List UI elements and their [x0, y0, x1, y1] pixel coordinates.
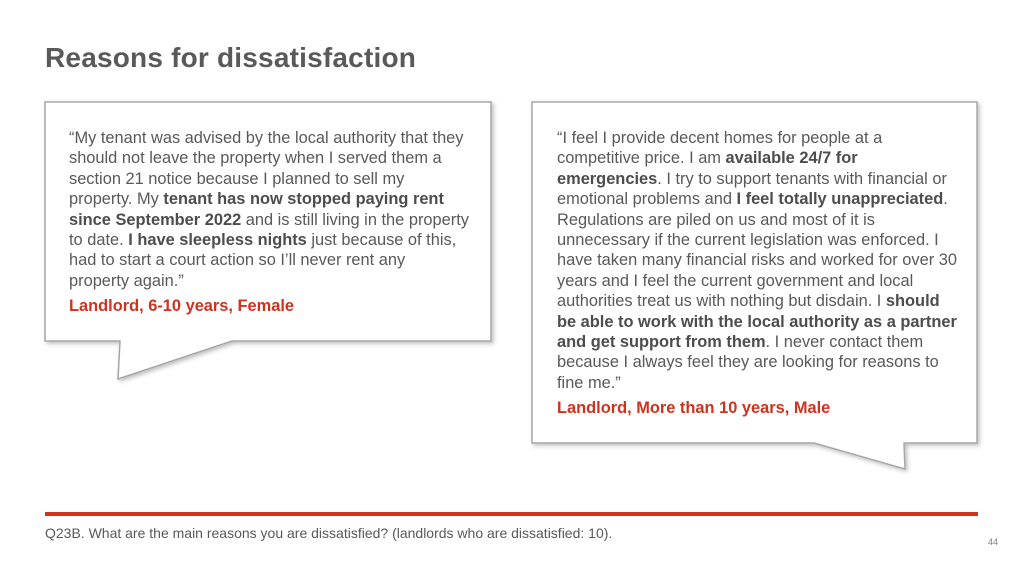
- quote-right: [557, 128, 957, 419]
- quote-attribution: Landlord, More than 10 years, Male: [557, 399, 831, 418]
- page-title: Reasons for dissatisfaction: [45, 42, 417, 73]
- footer-divider: [45, 512, 978, 516]
- quote-emphasis: I have sleepless nights: [128, 231, 307, 250]
- quote-text: “My tenant was advised by the local authority that they should not leave the property when I served them a section 21 notice because I planned to sell my property. My tenant has now stopped paying rent since September 2022 and is still living in the property to date. I have sleepless nights just because of this, had to start a court action so I’ll never rent any property again.”: [69, 129, 469, 290]
- question-footnote: Q23B. What are the main reasons you are dissatisfied? (landlords who are dissatisfied: 10).: [45, 525, 613, 541]
- quote-attribution: Landlord, 6-10 years, Female: [69, 297, 295, 316]
- quote-text: “I feel I provide decent homes for people at a competitive price. I am available 24/7 for emergencies. I try to support tenants with financial or emotional problems and I feel totally unappreciated. Regulations are piled on us and most of it is unnecessary if the current legislation was enforced. I have taken many financial risks and worked for over 30 years and I feel the current government and local authorities treat us with nothing but disdain. I should be able to work with the local authority as a partner and get support from them. I never contact them because I always feel they are looking for reasons to fine me.”: [557, 129, 957, 392]
- quote-emphasis: tenant has now stopped paying rent since September 2022: [69, 190, 444, 229]
- quote-emphasis: should be able to work with the local authority as a partner and get support from them: [557, 292, 957, 352]
- quote-emphasis: I feel totally unappreciated: [736, 190, 944, 209]
- page-number: 44: [987, 537, 998, 547]
- quote-emphasis: available 24/7 for emergencies: [557, 149, 858, 188]
- quote-left: [69, 128, 469, 317]
